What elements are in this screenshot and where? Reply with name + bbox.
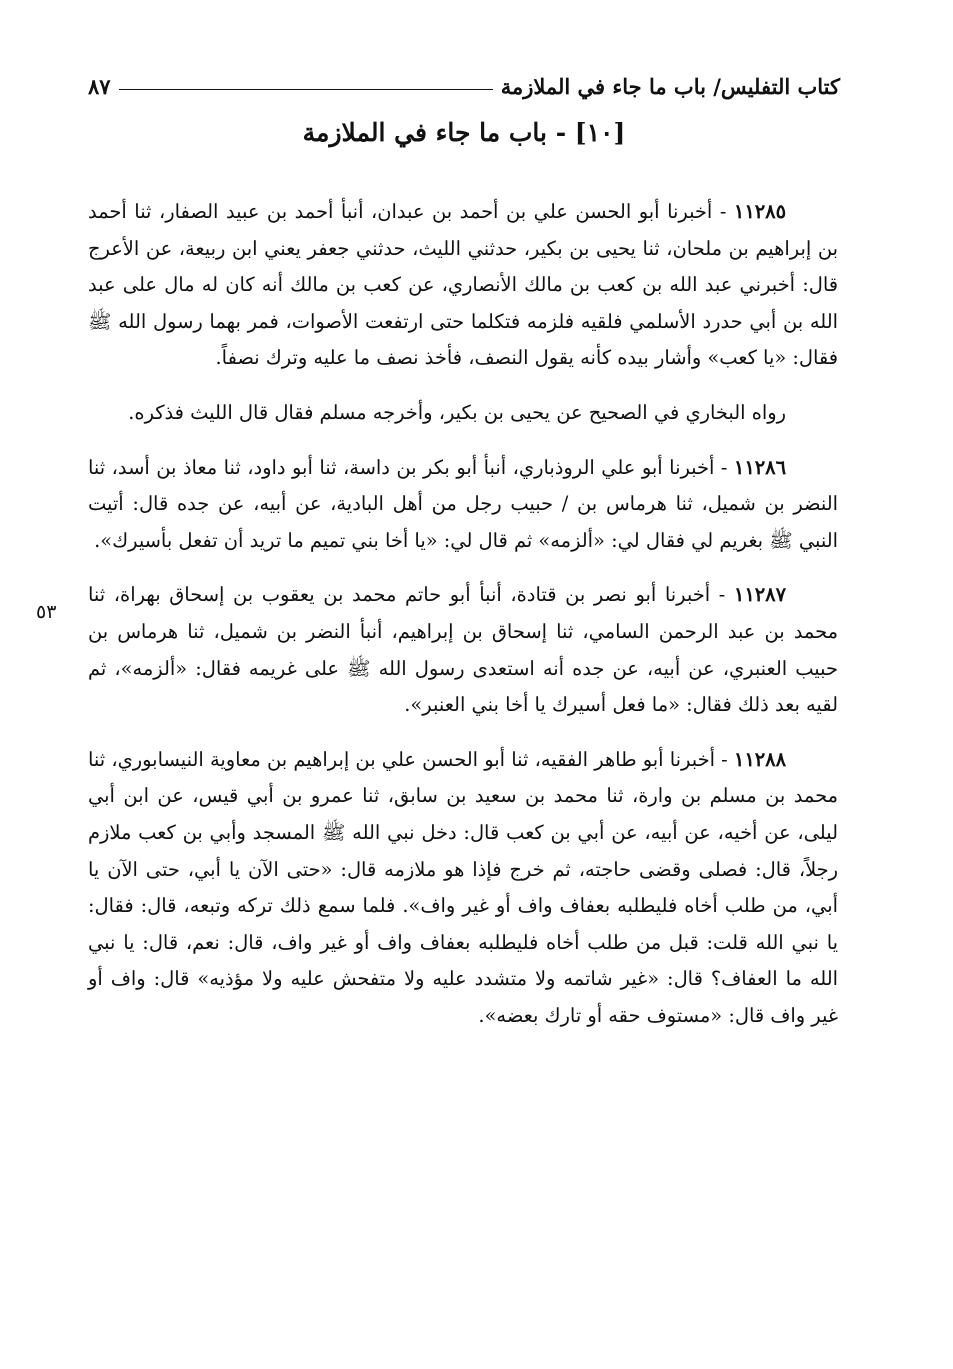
hadith-number: ١١٢٨٧ (733, 583, 786, 607)
hadith-text: - أخبرنا أبو علي الروذباري، أنبأ أبو بكر بن داسة، ثنا أبو داود، ثنا معاذ بن أسد، ثنا النضر بن شميل، ثنا هرماس بن / حبيب رجل من أهل البادية، عن أبيه، عن جده قال: أتيت النبي ﷺ بغريم لي فقال لي: «ألزمه» ثم قال لي: «يا أخا بني تميم ما تريد أن تفعل بأسيرك». (88, 455, 838, 552)
hadith-text: - أخبرنا أبو طاهر الفقيه، ثنا أبو الحسن علي بن إبراهيم بن معاوية النيسابوري، ثنا محمد بن مسلم بن وارة، ثنا محمد بن سعيد بن سابق، ثنا عمرو بن أبي قيس، عن ابن أبي ليلى، عن أخيه، عن أبيه، عن أبي بن كعب قال: دخل نبي الله ﷺ المسجد وأبي بن كعب ملازم رجلاً، قال: فصلى وقضى حاجته، ثم خرج فإذا هو ملازمه قال: «حتى الآن يا أبي، حتى الآن يا أبي، من طلب أخاه فليطلبه بعفاف واف أو غير واف». فلما سمع ذلك تركه وتبعه، قال: فقال: يا نبي الله قلت: قبل من طلب أخاه فليطلبه بعفاف واف أو غير واف، قال: نعم، قال: يا نبي الله ما العفاف؟ قال: «غير شاتمه ولا متشدد عليه ولا متفحش عليه ولا مؤذيه» قال: واف أو غير واف قال: «مستوف حقه أو تارك بعضه». (88, 747, 838, 1027)
hadith-number: ١١٢٨٥ (733, 200, 786, 223)
hadith-number: ١١٢٨٦ (733, 455, 786, 479)
hadith-paragraph (88, 450, 838, 560)
hadith-paragraph (88, 742, 838, 1035)
commentary-text: رواه البخاري في الصحيح عن يحيى بن بكير، وأخرجه مسلم فقال قال الليث فذكره. (128, 400, 786, 424)
hadith-paragraph (88, 194, 838, 377)
margin-folio-note: ٥٣ (36, 601, 57, 623)
hadith-paragraph (88, 577, 838, 723)
commentary-paragraph (88, 395, 838, 432)
hadith-text: - أخبرنا أبو نصر بن قتادة، أنبأ أبو حاتم محمد بن يعقوب بن إسحاق بهراة، ثنا محمد بن عبد الرحمن السامي، ثنا إسحاق بن إبراهيم، أنبأ النضر بن شميل، ثنا هرماس بن حبيب العنبري، عن أبيه، عن جده أنه استعدى رسول الله ﷺ على غريمه فقال: «ألزمه»، ثم لقيه بعد ذلك فقال: «ما فعل أسيرك يا أخا بني العنبر». (88, 583, 838, 717)
header-rule (119, 89, 493, 90)
page-number: ٨٧ (88, 73, 111, 99)
hadith-number: ١١٢٨٨ (733, 747, 786, 771)
main-text (88, 194, 838, 1034)
hadith-text: - أخبرنا أبو الحسن علي بن أحمد بن عبدان، أنبأ أحمد بن عبيد الصفار، ثنا أحمد بن إبراهيم بن ملحان، ثنا يحيى بن بكير، حدثني الليث، حدثني جعفر يعني ابن ربيعة، عن الأعرج قال: أخبرني عبد الله بن كعب بن مالك الأنصاري، عن كعب بن مالك أنه كان له مال على عبد الله بن أبي حدرد الأسلمي فلقيه فلزمه فتكلما حتى ارتفعت الأصوات، فمر بهما رسول الله ﷺ فقال: «يا كعب» وأشار بيده كأنه يقول النصف، فأخذ نصف ما عليه وترك نصفاً. (88, 200, 838, 370)
running-title: كتاب التفليس/ باب ما جاء في الملازمة (500, 73, 840, 99)
running-header (88, 66, 840, 106)
chapter-title: [١٠] - باب ما جاء في الملازمة (302, 118, 626, 147)
